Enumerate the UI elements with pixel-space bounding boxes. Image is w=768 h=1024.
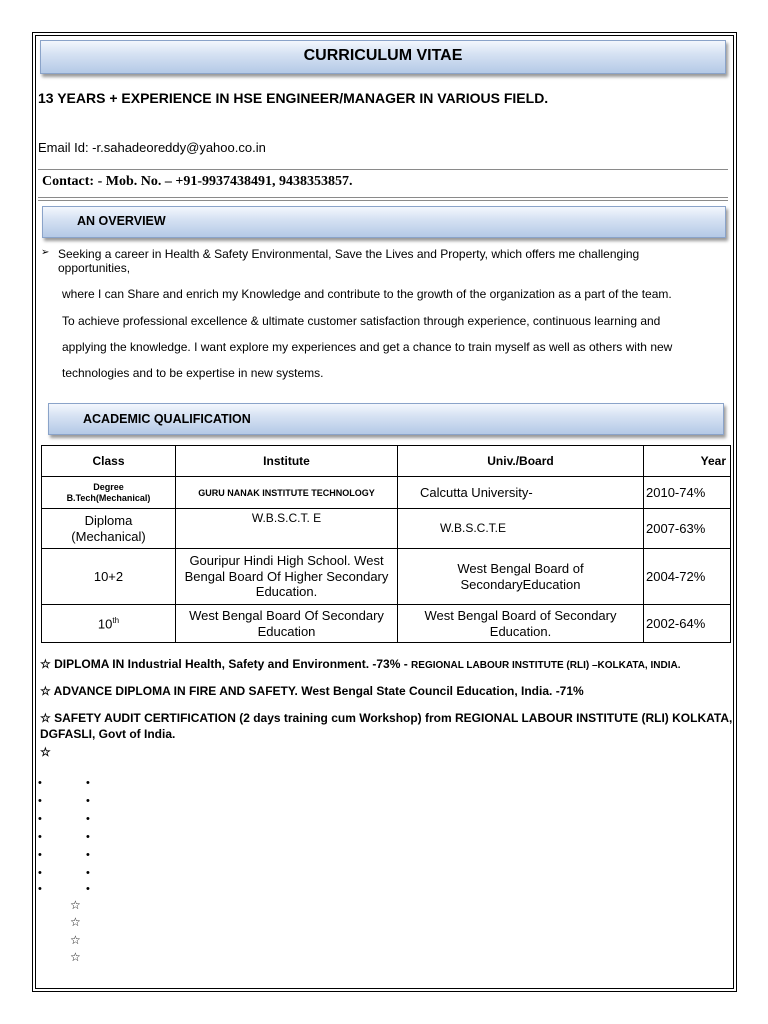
page-title: CURRICULUM VITAE [303,47,463,64]
class-cell [42,605,176,643]
star-icon: ☆ [70,950,81,964]
overview-bullet-line: Seeking a career in Health & Safety Environmental, Save the Lives and Property, which offers me challenging [58,247,640,261]
bullet-icon: • [38,795,42,807]
bullet-icon: • [38,777,42,789]
bullet-icon: • [38,813,42,825]
header-institute: Institute [176,446,398,477]
contact-line: Contact: - Mob. No. – +91-9937438491, 9438353857. [42,174,353,189]
class-bottom: (Mechanical) [71,528,146,544]
certification-institute: REGIONAL LABOUR INSTITUTE (RLI) –KOLKATA, INDIA. [411,660,681,671]
header-board: Univ./Board [398,446,644,477]
bullet-icon: • [38,849,42,861]
bullet-icon: • [38,867,42,879]
divider [38,197,728,198]
board-cell: West Bengal Board of SecondaryEducation [398,549,644,605]
class-cell [42,509,176,549]
academic-table [41,445,731,643]
header-class: Class [42,446,176,477]
bullet-icon: • [86,867,90,879]
institute-cell: Gouripur Hindi High School. West Bengal Board Of Higher Secondary Education. [176,549,398,605]
class-cell: 10+2 [42,549,176,605]
class-bottom: B.Tech(Mechanical) [66,492,151,503]
overview-line: To achieve professional excellence & ultimate customer satisfaction through experience, continuous learning and [62,314,661,328]
class-top: Diploma [84,512,133,528]
certification-text: ☆ DIPLOMA IN Industrial Health, Safety and Environment. -73% - [40,657,412,671]
bullet-icon: • [86,831,90,843]
institute-cell [176,477,398,509]
star-icon: ☆ [40,745,51,759]
star-icon: ☆ [70,933,81,947]
star-icon: ☆ [70,915,81,929]
academic-title: ACADEMIC QUALIFICATION [83,412,251,426]
email-line: Email Id: -r.sahadeoreddy@yahoo.co.in [38,140,266,155]
board-cell: Calcutta University- [398,477,644,509]
class-base: 10 [97,615,113,631]
bullet-icon: • [86,849,90,861]
institute-text: GURU NANAK INSTITUTE TECHNOLOGY [198,488,375,499]
class-top: Degree [93,481,124,492]
bullet-icon: • [38,883,42,895]
certification-line: ☆ SAFETY AUDIT CERTIFICATION (2 days training cum Workshop) from REGIONAL LABOUR INSTITUTE (RLI) KOLKATA, [40,711,733,725]
class-cell [42,477,176,509]
overview-line: technologies and to be expertise in new systems. [62,366,324,380]
table-row [42,477,731,509]
bullet-icon: • [38,831,42,843]
bullet-icon: • [86,813,90,825]
table-row [42,549,731,605]
table-row [42,509,731,549]
bullet-icon: • [86,795,90,807]
divider [38,169,728,170]
bullet-icon: • [86,777,90,789]
header-year: Year [644,446,731,477]
divider [38,200,728,201]
institute-cell: West Bengal Board Of Secondary Education [176,605,398,643]
overview-line: where I can Share and enrich my Knowledge and contribute to the growth of the organization as a part of the team. [62,287,672,301]
board-cell: West Bengal Board of Secondary Education. [398,605,644,643]
certification-line: DGFASLI, Govt of India. [40,727,176,741]
board-cell: W.B.S.C.T.E [398,509,644,549]
table-header-row [42,446,731,477]
certification-line: ☆ ADVANCE DIPLOMA IN FIRE AND SAFETY. West Bengal State Council Education, India. -71% [40,684,584,698]
bullet-icon: • [86,883,90,895]
institute-cell: W.B.S.C.T. E [176,509,398,549]
star-icon: ☆ [70,898,81,912]
year-cell: 2010-74% [644,477,731,509]
certification-line [40,657,680,671]
table-row [42,605,731,643]
class-sup: th [112,615,120,625]
year-cell: 2007-63% [644,509,731,549]
overview-line: applying the knowledge. I want explore my experiences and get a chance to train myself as well as others with new [62,340,673,354]
year-cell: 2002-64% [644,605,731,643]
year-cell: 2004-72% [644,549,731,605]
overview-bullet-line: opportunities, [58,261,131,275]
overview-title: AN OVERVIEW [77,214,166,228]
arrow-bullet-icon: ➢ [41,247,50,258]
experience-headline: 13 YEARS + EXPERIENCE IN HSE ENGINEER/MANAGER IN VARIOUS FIELD. [38,90,549,106]
